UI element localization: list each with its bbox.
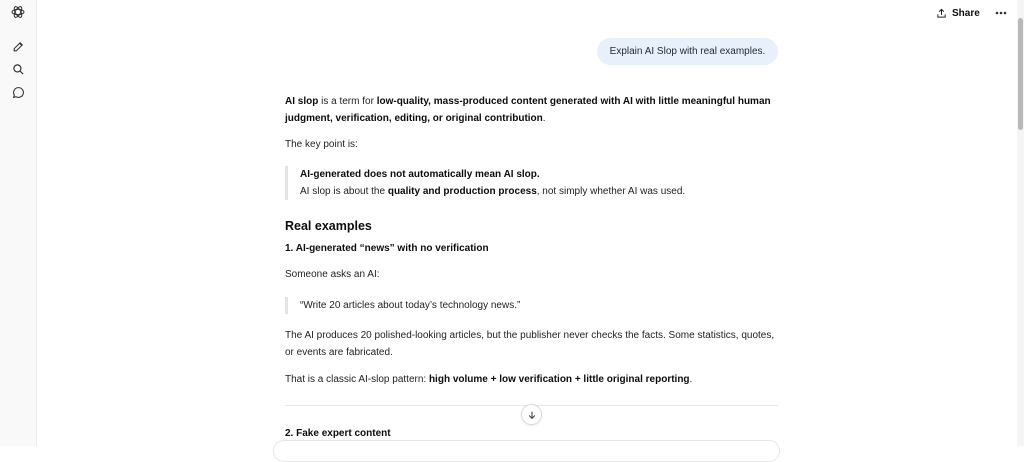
intro-text: is a term for [318, 96, 377, 107]
key-point-text: The key point is: [285, 139, 358, 150]
section-heading-real-examples: Real examples [285, 219, 372, 233]
example-2-heading: 2. Fake expert content [285, 428, 391, 439]
example-1-quote [285, 297, 778, 314]
scroll-to-bottom-button[interactable] [521, 404, 542, 425]
example-1-body: The AI produces 20 polished-looking articles, but the publisher never checks the facts. Some statistics, quotes, or events are fabricated. [285, 330, 775, 358]
term-ai-slop: AI slop [285, 96, 319, 107]
user-message-text: Explain AI Slop with real examples. [609, 46, 766, 57]
user-message-bubble [597, 38, 778, 65]
share-button[interactable] [936, 5, 980, 22]
arrow-down-icon [527, 410, 537, 420]
quote-line-1 [300, 166, 778, 183]
scrollbar-thumb[interactable] [1018, 18, 1023, 130]
more-options-button[interactable] [993, 5, 1009, 21]
share-label: Share [952, 8, 980, 19]
quote-bold-phrase: quality and production process [387, 186, 537, 197]
example-1-heading: 1. AI-generated “news” with no verification [285, 243, 489, 254]
intro-paragraph [285, 93, 778, 127]
share-icon [936, 8, 947, 19]
pattern-bold: high volume + low verification + little original reporting [428, 374, 690, 385]
intro-period: . [542, 113, 546, 124]
more-dots-icon [995, 11, 1007, 15]
chat-bubble-icon[interactable] [9, 83, 27, 101]
example-1-pattern [285, 371, 778, 388]
example-1-asks: Someone asks an AI: [285, 269, 380, 280]
search-icon[interactable] [9, 60, 27, 78]
quote-line-2 [300, 183, 778, 200]
key-point-quote [285, 166, 778, 200]
quote-bold-line: AI-generated does not automatically mean AI slop. [300, 169, 540, 180]
left-rail [0, 0, 37, 446]
example-1-quote-text: “Write 20 articles about today’s technology news.” [300, 300, 521, 311]
new-chat-icon[interactable] [9, 37, 27, 55]
pattern-text-a: That is a classic AI-slop pattern: [285, 374, 429, 385]
message-composer[interactable] [273, 440, 780, 462]
quote-text-c: , not simply whether AI was used. [536, 186, 686, 197]
quote-text-a: AI slop is about the [300, 186, 388, 197]
openai-logo-icon[interactable] [9, 3, 27, 21]
definition-bold: low-quality, mass-produced content generated with AI with little meaningful human judgment, verification, editing, or original contribution [285, 96, 771, 124]
pattern-period: . [689, 374, 693, 385]
